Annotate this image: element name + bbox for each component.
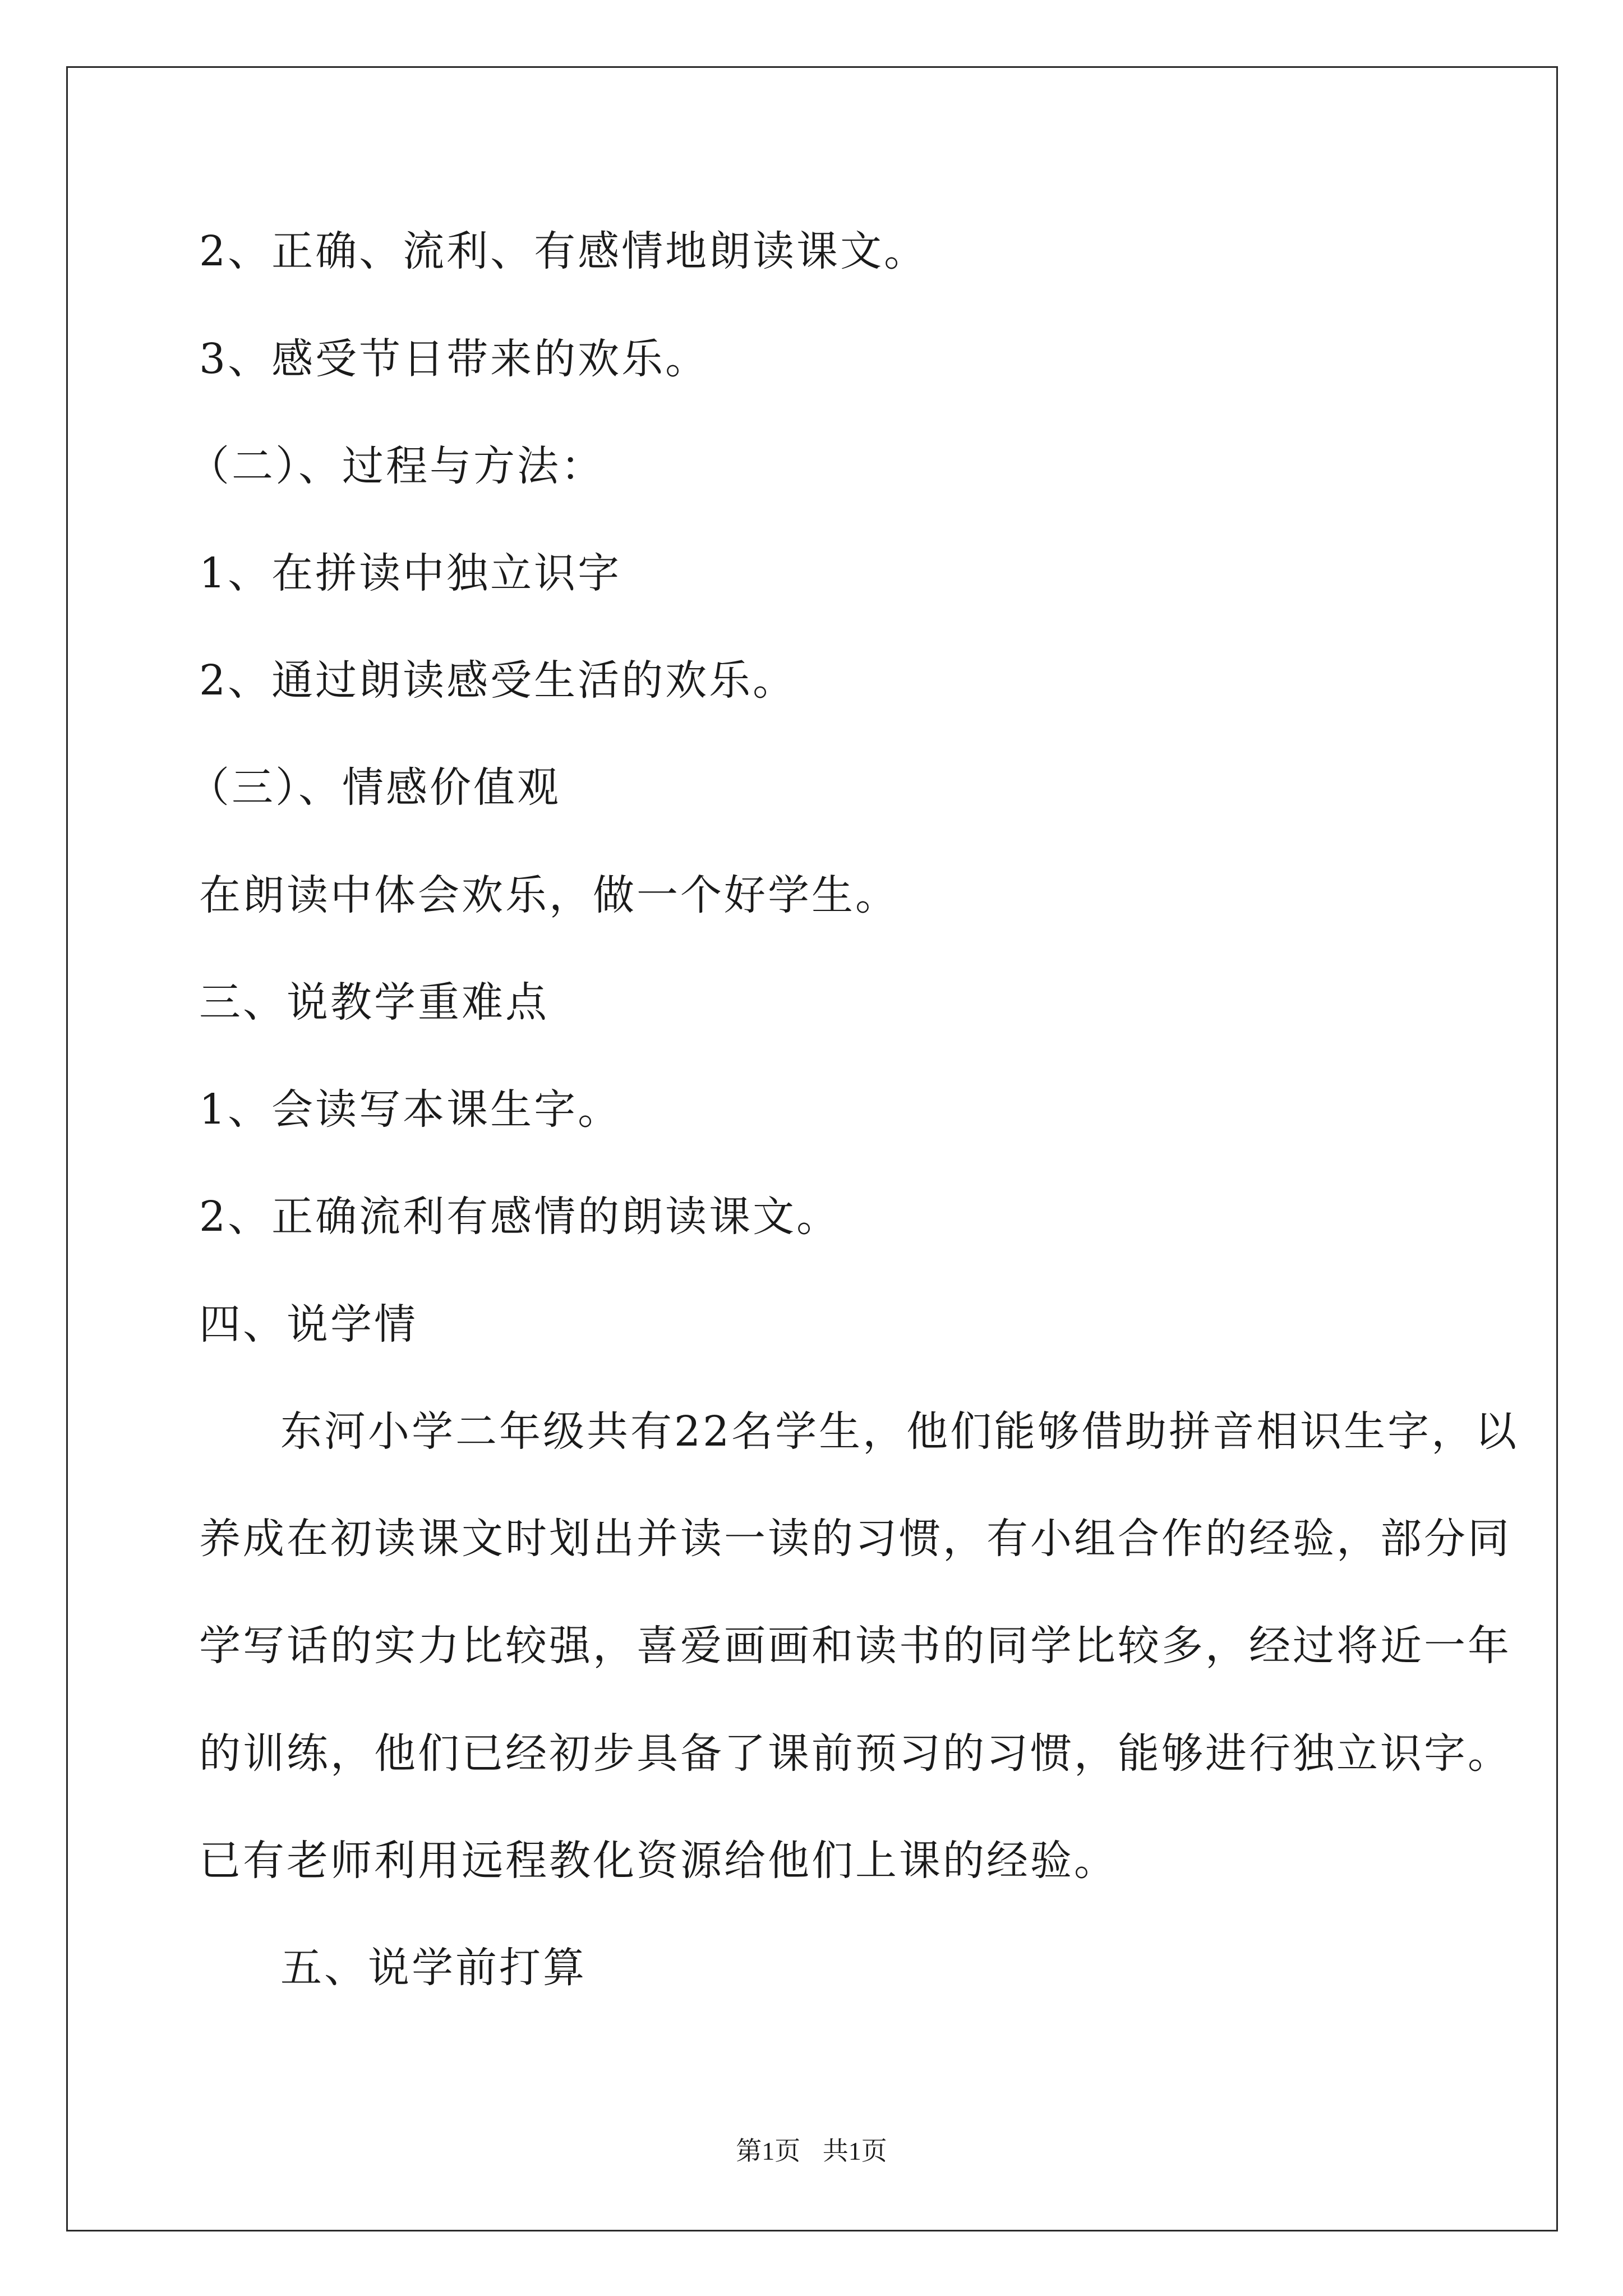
text-line: 在朗读中体会欢乐，做一个好学生。 [199, 871, 899, 919]
text-line: 3、感受节日带来的欢乐。 [199, 335, 709, 383]
text-line: 1、会读写本课生字。 [199, 1085, 622, 1134]
paragraph-line: 学写话的实力比较强，喜爱画画和读书的同学比较多，经过将近一年 [199, 1622, 1511, 1670]
section-heading: 三、说教学重难点 [199, 978, 549, 1027]
page-total: 共1页 [822, 2137, 887, 2165]
section-heading: （二）、过程与方法： [188, 442, 605, 490]
page-number: 第1页 [736, 2137, 801, 2165]
text-line: 2、通过朗读感受生活的欢乐。 [199, 656, 797, 705]
text-line: 2、正确流利有感情的朗读课文。 [199, 1193, 841, 1241]
paragraph-line: 已有老师利用远程教化资源给他们上课的经验。 [199, 1837, 1118, 1885]
paragraph-line: 养成在初读课文时划出并读一读的习惯，有小组合作的经验，部分同 [199, 1515, 1511, 1563]
paragraph-line: 的训练，他们已经初步具备了课前预习的习惯，能够进行独立识字。 [199, 1729, 1511, 1778]
section-heading: 四、说学情 [199, 1300, 418, 1349]
page-border [66, 66, 1558, 2231]
page-footer [0, 2134, 1623, 2168]
paragraph-line: 东河小学二年级共有22名学生，他们能够借助拼音相识生字，以 [280, 1407, 1519, 1456]
text-line: 1、在拼读中独立识字 [199, 549, 622, 597]
section-heading: 五、说学前打算 [280, 1944, 587, 1992]
text-line: 2、正确、流利、有感情地朗读课文。 [199, 227, 928, 275]
section-heading: （三）、情感价值观 [188, 763, 561, 812]
